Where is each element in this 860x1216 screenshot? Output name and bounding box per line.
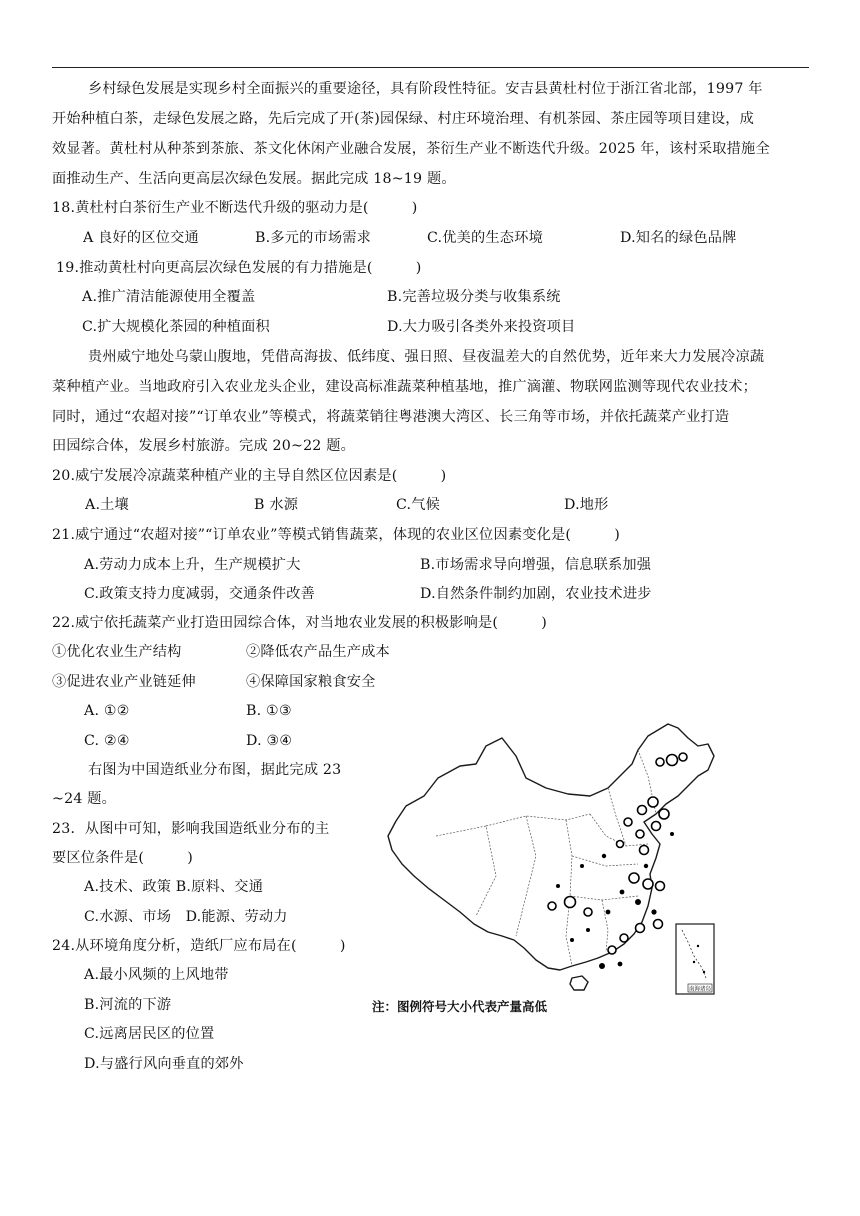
passage1-line2: 开始种植白茶，走绿色发展之路，先后完成了开(茶)园保绿、村庄环境治理、有机茶园、茶庄园等项目建设，成 (52, 111, 755, 127)
china-outline (388, 724, 714, 970)
map-note: 注：图例符号大小代表产量高低 (372, 999, 548, 1014)
q21-stem: 21.威宁通过“农超对接”“订单农业”等模式销售蔬菜，体现的农业区位因素变化是( ) (52, 527, 621, 543)
passage1-line4: 面推动生产、生活向更高层次绿色发展。据此完成 18~19 题。 (52, 171, 456, 187)
q22-item4: ④保障国家粮食安全 (246, 674, 376, 690)
q21-option-a[interactable]: A.劳动力成本上升，生产规模扩大 (84, 557, 301, 573)
q23-options-ab[interactable]: A.技术、政策 B.原料、交通 (84, 879, 264, 895)
q24-option-a[interactable]: A.最小风频的上风地带 (84, 967, 229, 983)
passage2-line3: 同时，通过“农超对接”“订单农业”等模式，将蔬菜销往粤港澳大湾区、长三角等市场，并依托蔬菜产业打造 (52, 409, 730, 425)
intro23-line1: 右图为中国造纸业分布图，据此完成 23 (88, 762, 342, 778)
q24-stem: 24.从环境角度分析，造纸厂应布局在( ) (52, 938, 346, 954)
q19-option-b[interactable]: B.完善垃圾分类与收集系统 (387, 289, 561, 305)
q20-option-d[interactable]: D.地形 (564, 497, 609, 513)
passage2-line2: 菜种植产业。当地政府引入农业龙头企业，建设高标准蔬菜种植基地，推广滴灌、物联网监测等现代农业技术； (52, 379, 757, 395)
q22-stem: 22.威宁依托蔬菜产业打造田园综合体，对当地农业发展的积极影响是( ) (52, 615, 548, 631)
q24-option-d[interactable]: D.与盛行风向垂直的郊外 (84, 1056, 244, 1072)
q22-option-d[interactable]: D. ③④ (246, 733, 293, 749)
passage1-line3: 效显著。黄杜村从种茶到茶旅、茶文化休闲产业融合发展，茶衍生产业不断迭代升级。2025 年，该村采取措施全 (52, 141, 770, 157)
q18-stem: 18.黄杜村白茶衍生产业不断迭代升级的驱动力是( ) (52, 200, 418, 216)
q18-option-a[interactable]: A 良好的区位交通 (83, 230, 199, 246)
q20-option-b[interactable]: B 水源 (254, 497, 299, 513)
q19-option-a[interactable]: A.推广清洁能源使用全覆盖 (82, 289, 256, 305)
q21-option-d[interactable]: D.自然条件制约加剧，农业技术进步 (420, 586, 652, 602)
q20-option-a[interactable]: A.土壤 (85, 497, 129, 513)
q23-options-cd[interactable]: C.水源、市场 D.能源、劳动力 (84, 909, 288, 925)
q18-option-d[interactable]: D.知名的绿色品牌 (620, 230, 737, 246)
q22-item2: ②降低农产品生产成本 (246, 644, 390, 660)
intro23-line2: ~24 题。 (52, 791, 117, 807)
q22-item3: ③促进农业产业链延伸 (52, 674, 196, 690)
hainan-island (570, 976, 588, 990)
q21-option-b[interactable]: B.市场需求导向增强，信息联系加强 (420, 557, 652, 573)
q19-stem: 19.推动黄杜村向更高层次绿色发展的有力措施是( ) (56, 260, 422, 276)
svg-text:南海诸岛: 南海诸岛 (688, 986, 712, 993)
china-paper-industry-map (376, 716, 718, 1000)
q24-option-b[interactable]: B.河流的下游 (84, 997, 172, 1013)
q23-stem-line2: 要区位条件是( ) (52, 850, 193, 866)
q20-option-c[interactable]: C.气候 (396, 497, 441, 513)
q19-option-c[interactable]: C.扩大规模化茶园的种植面积 (82, 319, 270, 335)
q24-option-c[interactable]: C.远离居民区的位置 (84, 1026, 215, 1042)
passage2-line4: 田园综合体，发展乡村旅游。完成 20~22 题。 (52, 438, 356, 454)
q23-stem-line1: 23．从图中可知，影响我国造纸业分布的主 (52, 821, 330, 837)
q20-stem: 20.威宁发展冷凉蔬菜种植产业的主导自然区位因素是( ) (52, 468, 447, 484)
passage2-line1: 贵州威宁地处乌蒙山腹地，凭借高海拔、低纬度、强日照、昼夜温差大的自然优势，近年来大力发展冷凉蔬 (88, 349, 765, 365)
header-rule (52, 67, 809, 68)
q18-option-c[interactable]: C.优美的生态环境 (427, 230, 543, 246)
q22-option-c[interactable]: C. ②④ (84, 733, 130, 749)
q18-option-b[interactable]: B.多元的市场需求 (255, 230, 372, 246)
production-symbols (548, 753, 687, 954)
south-china-sea-inset (676, 924, 714, 994)
q19-option-d[interactable]: D.大力吸引各类外来投资项目 (387, 319, 576, 335)
passage1-line1: 乡村绿色发展是实现乡村全面振兴的重要途径，具有阶段性特征。安吉县黄杜村位于浙江省北部，1997 年 (88, 81, 763, 97)
q22-option-b[interactable]: B. ①③ (246, 703, 292, 719)
q22-option-a[interactable]: A. ①② (84, 703, 130, 719)
q22-item1: ①优化农业生产结构 (52, 644, 182, 660)
q21-option-c[interactable]: C.政策支持力度减弱，交通条件改善 (84, 586, 316, 602)
